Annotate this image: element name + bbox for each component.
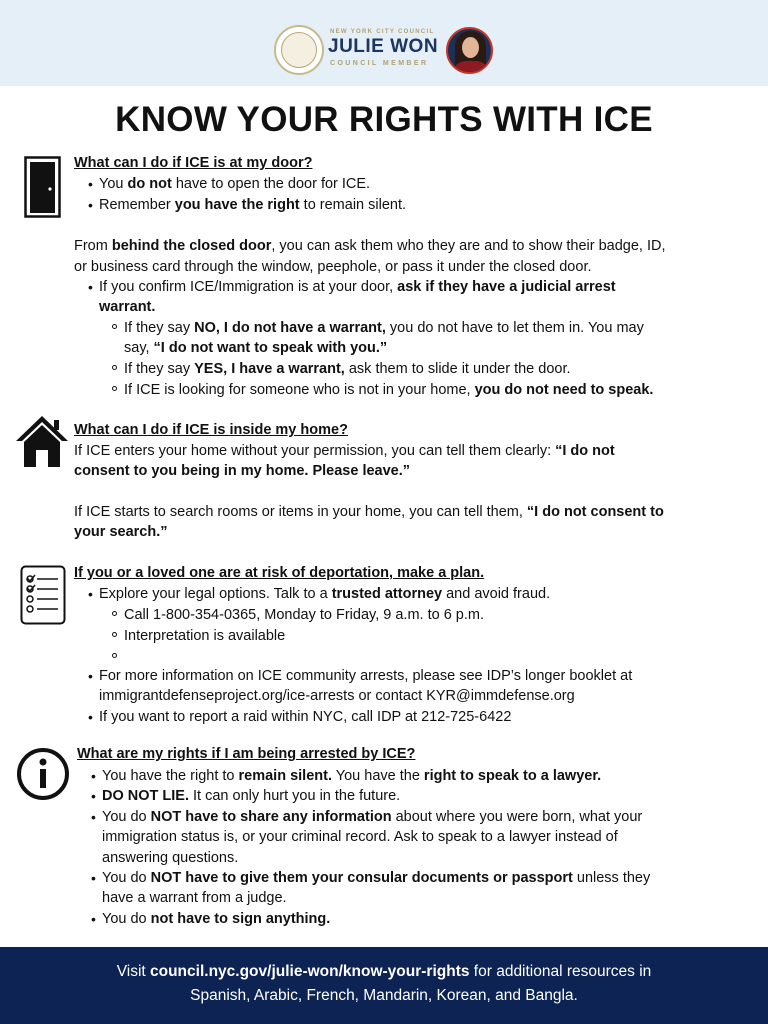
logo-role: COUNCIL MEMBER [330, 60, 429, 67]
door-sub-3: If ICE is looking for someone who is not in your home, you do not need to speak. [124, 382, 654, 398]
door-para-line-2: or business card through the window, peephole, or pass it under the closed door. [74, 259, 592, 275]
plan-bullet-2-cont: immigrantdefenseproject.org/ice-arrests or contact KYR@immdefense.org [99, 688, 575, 704]
arrest-bullet-4-cont: have a warrant from a judge. [102, 890, 287, 906]
arrest-bullet-2: DO NOT LIE. It can only hurt you in the future. [102, 788, 401, 804]
logo-name: JULIE WON [328, 36, 439, 57]
door-sub-2: If they say YES, I have a warrant, ask them to slide it under the door. [124, 361, 571, 377]
arrest-bullet-3-cont: immigration status is, or your criminal record. Ask to speak to a lawyer instead of [102, 829, 618, 845]
door-bullet-1: You do not have to open the door for ICE. [99, 176, 371, 192]
footer-line-1: Visit council.nyc.gov/julie-won/know-your-rights for additional resources in [116, 963, 652, 980]
plan-heading: If you or a loved one are at risk of deportation, make a plan. [74, 565, 485, 581]
house-icon [14, 414, 70, 468]
home-para-1-cont: consent to you being in my home. Please leave.” [74, 463, 411, 479]
door-heading: What can I do if ICE is at my door? [74, 155, 313, 171]
door-sub-1-cont: say, “I do not want to speak with you.” [124, 340, 388, 356]
door-bullet-3: If you confirm ICE/Immigration is at your door, ask if they have a judicial arrest [99, 279, 616, 295]
home-para-1: If ICE enters your home without your permission, you can tell them clearly: “I do not [74, 443, 615, 459]
footer-line-2: Spanish, Arabic, French, Mandarin, Korean, and Bangla. [190, 987, 578, 1004]
arrest-bullet-1: You have the right to remain silent. You have the right to speak to a lawyer. [102, 768, 602, 784]
council-member-photo [446, 27, 493, 74]
arrest-bullet-3: You do NOT have to share any information about where you were born, what your [102, 809, 643, 825]
logo-org: NEW YORK CITY COUNCIL [330, 29, 435, 35]
arrest-bullet-3-cont-2: answering questions. [102, 850, 239, 866]
home-para-2: If ICE starts to search rooms or items in your home, you can tell them, “I do not consent to [74, 504, 664, 520]
plan-sub-1: Call 1-800-354-0365, Monday to Friday, 9 a.m. to 6 p.m. [124, 607, 484, 623]
door-para-line-1: From behind the closed door, you can ask them who they are and to show their badge, ID, [74, 238, 666, 254]
city-council-seal-icon [274, 25, 324, 75]
header-banner [0, 0, 768, 86]
home-para-2-cont: your search.” [74, 524, 168, 540]
arrest-bullet-5: You do not have to sign anything. [102, 911, 331, 927]
plan-sub-2: Interpretation is available [124, 628, 286, 644]
plan-bullet-2: For more information on ICE community arrests, please see IDP’s longer booklet at [99, 668, 633, 684]
door-sub-1: If they say NO, I do not have a warrant, you do not have to let them in. You may [124, 320, 644, 336]
home-heading: What can I do if ICE is inside my home? [74, 422, 348, 438]
resources-link[interactable]: council.nyc.gov/julie-won/know-your-rights [150, 963, 470, 980]
page-title: KNOW YOUR RIGHTS WITH ICE [115, 100, 653, 139]
plan-bullet-3: If you want to report a raid within NYC, call IDP at 212-725-6422 [99, 709, 512, 725]
arrest-bullet-4: You do NOT have to give them your consular documents or passport unless they [102, 870, 651, 886]
door-icon [24, 156, 61, 218]
plan-bullet-1: Explore your legal options. Talk to a trusted attorney and avoid fraud. [99, 586, 551, 602]
checklist-icon [20, 565, 66, 625]
door-bullet-3-cont: warrant. [99, 299, 156, 315]
door-bullet-2: Remember you have the right to remain silent. [99, 197, 407, 213]
footer-banner [0, 947, 768, 1024]
info-icon [16, 747, 70, 801]
arrest-heading: What are my rights if I am being arrested by ICE? [77, 746, 416, 762]
